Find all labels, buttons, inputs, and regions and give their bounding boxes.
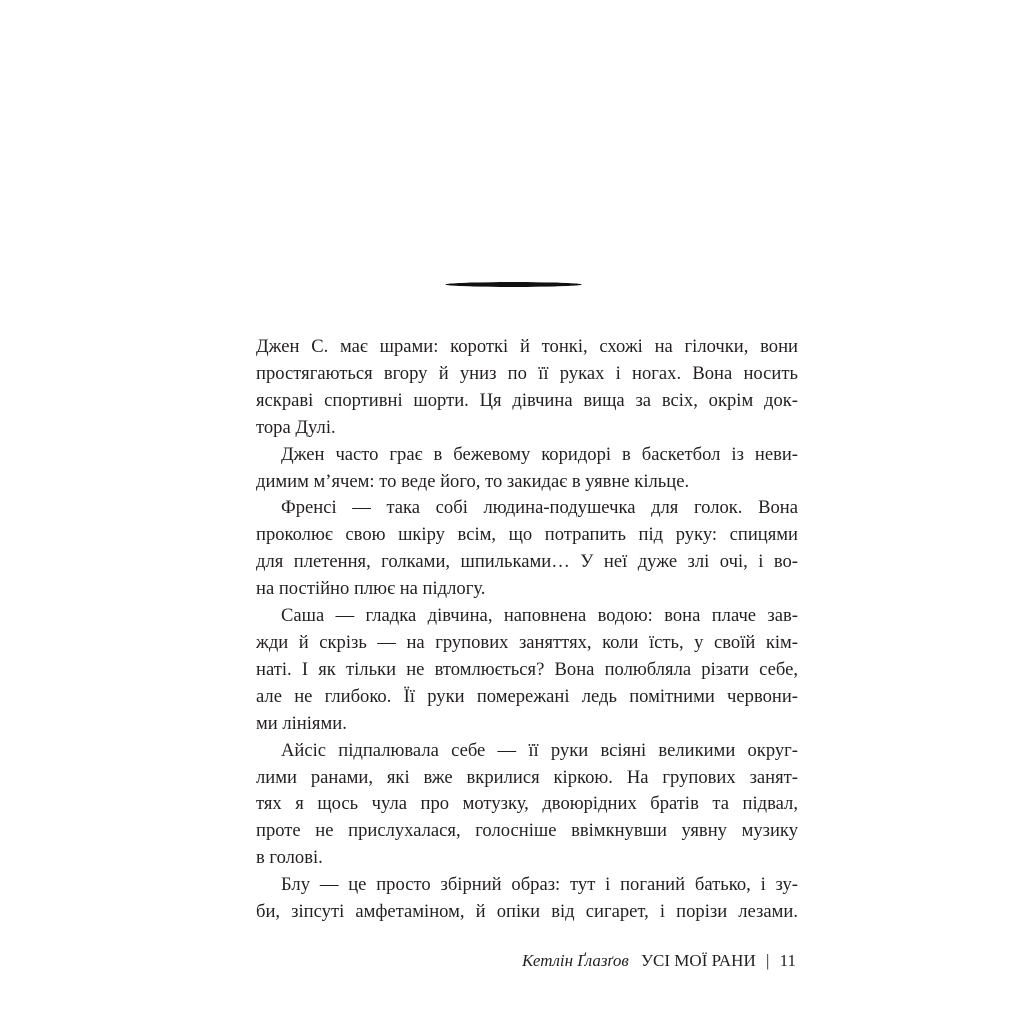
body-text bbox=[256, 334, 798, 926]
text-line: ми лініями. bbox=[256, 712, 347, 734]
text-line: тора Дулі. bbox=[256, 416, 336, 438]
text-line: Джен С. має шрами: короткі й тонкі, схожі на гілочки, вони bbox=[256, 336, 798, 357]
paragraph bbox=[256, 442, 798, 496]
text-line: димим м’ячем: то веде його, то закидає в уявне кільце. bbox=[256, 470, 690, 492]
footer-author: Кетлін Ґлазґов bbox=[522, 951, 629, 970]
text-line: би, зіпсуті амфетаміном, й опіки від сигарет, і порізи лезами. bbox=[256, 901, 798, 923]
section-divider bbox=[445, 282, 582, 287]
text-line: в голові. bbox=[256, 847, 323, 869]
text-line: простягаються вгору й униз по її руках і ногах. Вона носить bbox=[256, 362, 798, 384]
footer-book-title: УСІ МОЇ РАНИ bbox=[641, 951, 756, 970]
text-line: Блу — це просто збірний образ: тут і поганий батько, і зу- bbox=[281, 874, 798, 896]
text-line: на постійно плює на підлогу. bbox=[256, 578, 486, 600]
text-line: проте не прислухалася, голосніше ввімкнувши уявну музику bbox=[256, 820, 798, 842]
text-line: Саша — гладка дівчина, наповнена водою: вона плаче зав- bbox=[281, 605, 798, 627]
text-line: яскраві спортивні шорти. Ця дівчина вища за всіх, окрім док- bbox=[256, 389, 798, 411]
running-footer bbox=[522, 951, 796, 971]
text-line: Айсіс підпалювала себе — її руки всіяні великими округ- bbox=[281, 739, 798, 761]
paragraph bbox=[256, 603, 798, 738]
text-line: лими ранами, які вже вкрилися кіркою. На групових занят- bbox=[256, 766, 798, 788]
paragraph bbox=[256, 334, 798, 442]
text-line: тях я щось чула про мотузку, двоюрідних братів та підвал, bbox=[256, 793, 798, 815]
paragraph bbox=[256, 495, 798, 603]
page-number: 11 bbox=[779, 951, 796, 970]
text-line: наті. І як тільки не втомлюється? Вона полюбляла різати себе, bbox=[256, 658, 798, 680]
paragraph bbox=[256, 872, 798, 926]
text-line: жди й скрізь — на групових заняттях, коли їсть, у своїй кім- bbox=[256, 631, 798, 653]
text-line: але не глибоко. Її руки помережані ледь помітними червони- bbox=[256, 685, 798, 707]
footer-separator: | bbox=[765, 951, 770, 970]
paragraph bbox=[256, 738, 798, 873]
text-line: проколює свою шкіру всім, що потрапить під руку: спицями bbox=[256, 524, 798, 546]
text-line: Джен часто грає в бежевому коридорі в баскетбол із неви- bbox=[281, 443, 798, 465]
text-line: Френсі — така собі людина-подушечка для голок. Вона bbox=[281, 497, 798, 519]
text-line: для плетення, голками, шпильками… У неї дуже злі очі, і во- bbox=[256, 551, 798, 573]
